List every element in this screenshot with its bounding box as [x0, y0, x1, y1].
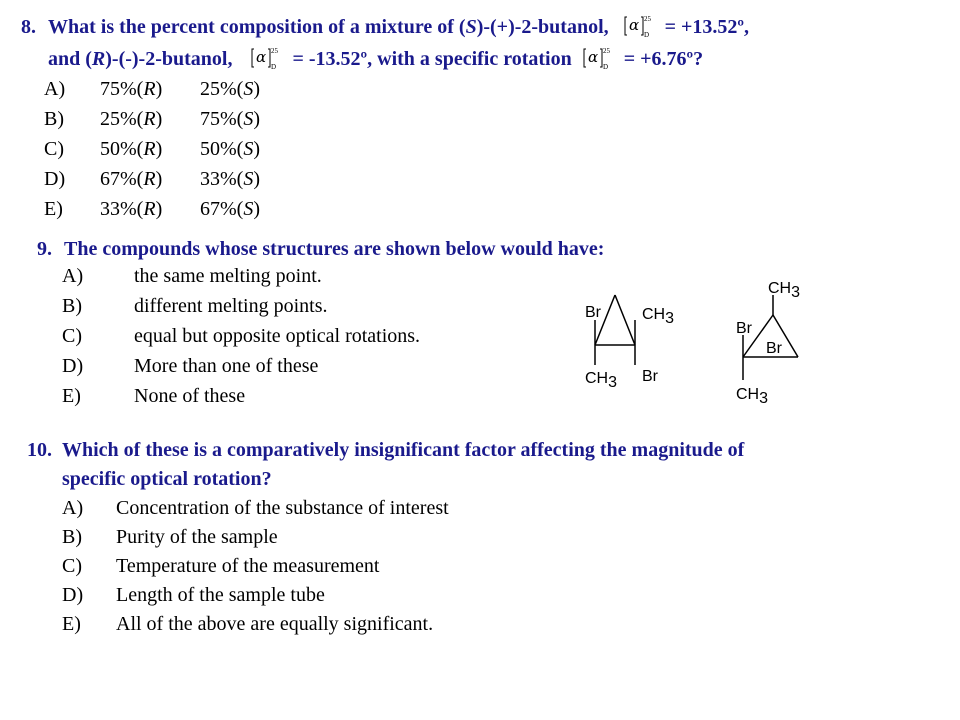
question-8-value-s: = +13.52º,: [664, 16, 750, 38]
option-text: More than one of these: [134, 355, 319, 377]
mol1-ch3-bottom: CH3: [585, 370, 618, 391]
option-letter: D): [62, 355, 84, 377]
option-letter: D): [62, 584, 84, 606]
option-r-value: 33%(R): [100, 198, 163, 220]
question-8-value-r: = -13.52º, with a specific rotation: [292, 48, 572, 70]
alpha-superscript: 25: [643, 15, 651, 23]
option-letter: A): [44, 78, 66, 100]
mol2-br-inner: Br: [766, 340, 782, 357]
alpha-superscript: 25: [271, 47, 279, 55]
option-letter: E): [62, 385, 81, 407]
option-r-value: 75%(R): [100, 78, 163, 100]
option-s-value: 75%(S): [200, 108, 261, 130]
alpha-subscript: D: [602, 63, 608, 71]
alpha-superscript: 25: [602, 47, 610, 55]
option-text: equal but opposite optical rotations.: [134, 325, 421, 347]
alpha-glyph: α: [256, 48, 267, 66]
option-text: different melting points.: [134, 295, 328, 317]
option-text: All of the above are equally significant.: [116, 613, 434, 635]
alpha-subscript: D: [271, 63, 277, 71]
option-s-value: 50%(S): [200, 138, 261, 160]
mol2-ch3-top: CH3: [768, 280, 801, 301]
mol1-br-top: Br: [585, 304, 601, 321]
question-9-number: 9.: [37, 238, 52, 260]
question-8-text-d: )-(-)-2-butanol,: [105, 48, 233, 70]
option-letter: B): [44, 108, 64, 130]
option-letter: C): [62, 325, 82, 347]
question-10-line-2: specific optical rotation?: [62, 468, 272, 490]
r-label: R: [91, 48, 106, 70]
option-letter: B): [62, 295, 82, 317]
option-s-value: 67%(S): [200, 198, 261, 220]
option-letter: A): [62, 497, 84, 519]
option-letter: E): [44, 198, 63, 220]
question-10-line-1: Which of these is a comparatively insignificant factor affecting the magnitude of: [62, 439, 745, 461]
option-letter: C): [44, 138, 64, 160]
question-9-text: The compounds whose structures are shown below would have:: [64, 238, 605, 260]
mol2-ch3-bottom: CH3: [736, 386, 769, 405]
alpha-glyph: α: [587, 48, 598, 66]
question-10-number: 10.: [27, 439, 52, 461]
question-8-value-mix: = +6.76º?: [623, 48, 704, 70]
option-text: Temperature of the measurement: [116, 555, 380, 577]
option-text: Purity of the sample: [116, 526, 278, 548]
mol1-ch3-top: CH3: [642, 306, 675, 327]
question-8-text-b: )-(+)-2-butanol,: [476, 16, 609, 38]
question-8-text-c: and (: [48, 48, 92, 70]
option-letter: C): [62, 555, 82, 577]
option-text: None of these: [134, 385, 246, 407]
option-letter: D): [44, 168, 66, 190]
mol2-br-left: Br: [736, 320, 752, 337]
option-s-value: 33%(S): [200, 168, 261, 190]
option-r-value: 25%(R): [100, 108, 163, 130]
option-s-value: 25%(S): [200, 78, 261, 100]
alpha-subscript: D: [643, 31, 649, 39]
question-8-text-a: What is the percent composition of a mixture of (: [48, 16, 466, 38]
s-label: S: [465, 16, 477, 38]
option-r-value: 50%(R): [100, 138, 163, 160]
alpha-glyph: α: [628, 16, 639, 34]
option-text: the same melting point.: [134, 265, 322, 287]
option-r-value: 67%(R): [100, 168, 163, 190]
mol1-br-bottom: Br: [642, 368, 658, 385]
option-letter: B): [62, 526, 82, 548]
option-text: Length of the sample tube: [116, 584, 325, 606]
option-letter: A): [62, 265, 84, 287]
option-text: Concentration of the substance of interest: [116, 497, 449, 519]
option-letter: E): [62, 613, 81, 635]
question-8-number: 8.: [21, 16, 36, 38]
